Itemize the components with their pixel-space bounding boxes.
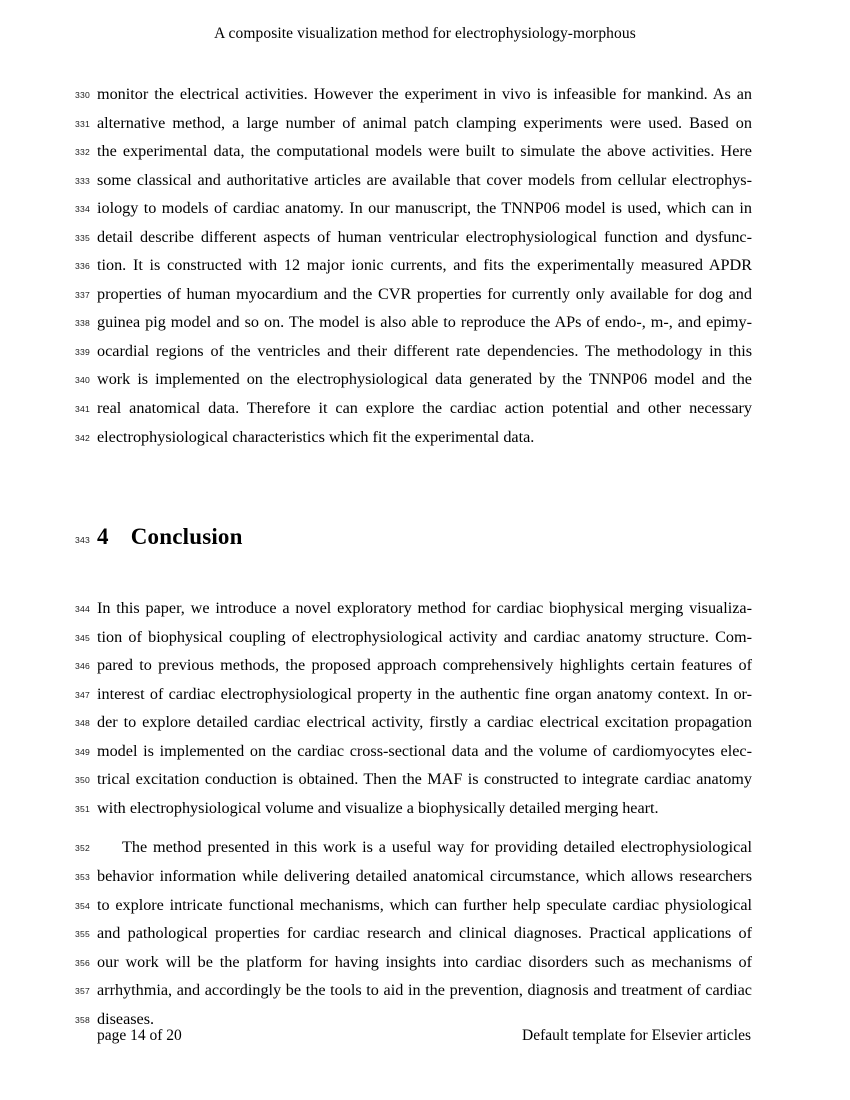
- section-title: Conclusion: [130, 524, 243, 550]
- line-number: 352: [75, 843, 90, 854]
- line-text: behavior information while delivering detailed anatomical circumstance, which allows researchers: [97, 867, 752, 886]
- line-number: 358: [75, 1014, 90, 1025]
- line-number: 337: [75, 289, 90, 300]
- line-text: real anatomical data. Therefore it can explore the cardiac action potential and other necessary: [97, 399, 752, 418]
- text-line: [68, 594, 752, 623]
- text-line: [68, 794, 752, 823]
- line-text: diseases.: [97, 1009, 155, 1028]
- text-line: [68, 308, 752, 337]
- text-line: [68, 280, 752, 309]
- text-line: [68, 337, 752, 366]
- text-line: [68, 708, 752, 737]
- line-text: the experimental data, the computational models were built to simulate the above activities. Here: [97, 142, 752, 161]
- section-number: 4: [97, 524, 109, 550]
- line-number: 353: [75, 872, 90, 883]
- text-line: [68, 623, 752, 652]
- line-number: 342: [75, 432, 90, 443]
- line-number: 357: [75, 986, 90, 997]
- line-text: some classical and authoritative articles are available that cover models from cellular electrophys-: [97, 170, 752, 189]
- line-text: model is implemented on the cardiac cross-sectional data and the volume of cardiomyocytes elec-: [97, 741, 752, 760]
- line-text: arrhythmia, and accordingly be the tools to aid in the prevention, diagnosis and treatment of cardiac: [97, 981, 752, 1000]
- footer-page-indicator: page 14 of 20: [97, 1027, 182, 1044]
- page-footer: [97, 1026, 751, 1046]
- line-number: 351: [75, 803, 90, 814]
- line-number: 354: [75, 900, 90, 911]
- line-text: interest of cardiac electrophysiological property in the authentic fine organ anatomy context. In or-: [97, 684, 752, 703]
- text-line: [68, 80, 752, 109]
- line-number: 349: [75, 746, 90, 757]
- line-text: and pathological properties for cardiac research and clinical diagnoses. Practical applications of: [97, 924, 752, 943]
- spacer-after-section: [68, 557, 752, 594]
- line-number: 341: [75, 404, 90, 415]
- paragraph-conclusion-2: [68, 833, 752, 1033]
- line-text: to explore intricate functional mechanisms, which can further help speculate cardiac physiological: [97, 895, 752, 914]
- spacer-between-paragraphs: [68, 822, 752, 833]
- line-number: 338: [75, 318, 90, 329]
- line-text: electrophysiological characteristics which fit the experimental data.: [97, 427, 535, 446]
- line-text: trical excitation conduction is obtained. Then the MAF is constructed to integrate cardiac anatomy: [97, 770, 752, 789]
- line-text: properties of human myocardium and the CVR properties for currently only available for dog and: [97, 284, 752, 303]
- line-text: our work will be the platform for having insights into cardiac disorders such as mechanisms of: [97, 952, 752, 971]
- line-text: In this paper, we introduce a novel exploratory method for cardiac biophysical merging visualiza-: [97, 599, 752, 618]
- text-line: [68, 891, 752, 920]
- spacer-before-section: [68, 451, 752, 517]
- line-text: monitor the electrical activities. However the experiment in vivo is infeasible for mankind. As an: [97, 85, 752, 103]
- line-number: 356: [75, 957, 90, 968]
- line-text: work is implemented on the electrophysiological data generated by the TNNP06 model and the: [97, 370, 752, 389]
- line-text: tion of biophysical coupling of electrophysiological activity and cardiac anatomy structure. Com-: [97, 627, 752, 646]
- text-line: [68, 976, 752, 1005]
- text-line: [68, 365, 752, 394]
- line-text: pared to previous methods, the proposed approach comprehensively highlights certain features of: [97, 656, 752, 675]
- text-line: [68, 223, 752, 252]
- text-line: [68, 651, 752, 680]
- text-line: [68, 109, 752, 138]
- text-line: [68, 680, 752, 709]
- text-line: [68, 765, 752, 794]
- line-number: 336: [75, 261, 90, 272]
- line-number: 350: [75, 775, 90, 786]
- section-heading-row: [68, 517, 752, 557]
- text-line: [68, 251, 752, 280]
- line-number: 345: [75, 632, 90, 643]
- running-head: A composite visualization method for electrophysiology-morphous: [214, 25, 636, 42]
- line-number: 332: [75, 147, 90, 158]
- line-text: ocardial regions of the ventricles and their different rate dependencies. The methodology in this: [97, 341, 752, 360]
- text-line: [68, 948, 752, 977]
- line-number: 339: [75, 346, 90, 357]
- line-number: 335: [75, 232, 90, 243]
- text-line: [68, 862, 752, 891]
- line-number: 340: [75, 375, 90, 386]
- text-line: [68, 394, 752, 423]
- text-line: [68, 137, 752, 166]
- line-text: der to explore detailed cardiac electrical activity, firstly a cardiac electrical excitation propagation: [97, 713, 752, 732]
- line-number: 330: [75, 90, 90, 100]
- footer-template-note: Default template for Elsevier articles: [522, 1027, 751, 1044]
- line-number: 331: [75, 118, 90, 129]
- line-text: detail describe different aspects of human ventricular electrophysiological function and dysfunc-: [97, 227, 752, 246]
- text-line: [68, 166, 752, 195]
- text-line: [68, 833, 752, 862]
- line-number: 355: [75, 929, 90, 940]
- paragraph-conclusion-1: [68, 594, 752, 822]
- line-number: 347: [75, 689, 90, 700]
- line-text: with electrophysiological volume and visualize a biophysically detailed merging heart.: [97, 798, 659, 817]
- line-text: guinea pig model and so on. The model is also able to reproduce the APs of endo-, m-, and epimy-: [97, 313, 752, 332]
- line-number: 334: [75, 204, 90, 215]
- text-line: [68, 423, 752, 452]
- line-number: 343: [75, 535, 90, 546]
- body-column: [68, 80, 752, 1033]
- line-text: iology to models of cardiac anatomy. In our manuscript, the TNNP06 model is used, which can in: [97, 199, 752, 218]
- text-line: [68, 737, 752, 766]
- line-text: tion. It is constructed with 12 major ionic currents, and fits the experimentally measured APDR: [97, 256, 752, 275]
- section-heading: [97, 517, 752, 557]
- line-number: 348: [75, 718, 90, 729]
- paragraph-continued-intro: [68, 80, 752, 451]
- line-number: 333: [75, 175, 90, 186]
- line-text: The method presented in this work is a useful way for providing detailed electrophysiological: [122, 838, 752, 857]
- text-line: [68, 194, 752, 223]
- line-number: 344: [75, 604, 90, 615]
- line-text: alternative method, a large number of animal patch clamping experiments were used. Based on: [97, 113, 752, 132]
- line-number: 346: [75, 661, 90, 672]
- text-line: [68, 919, 752, 948]
